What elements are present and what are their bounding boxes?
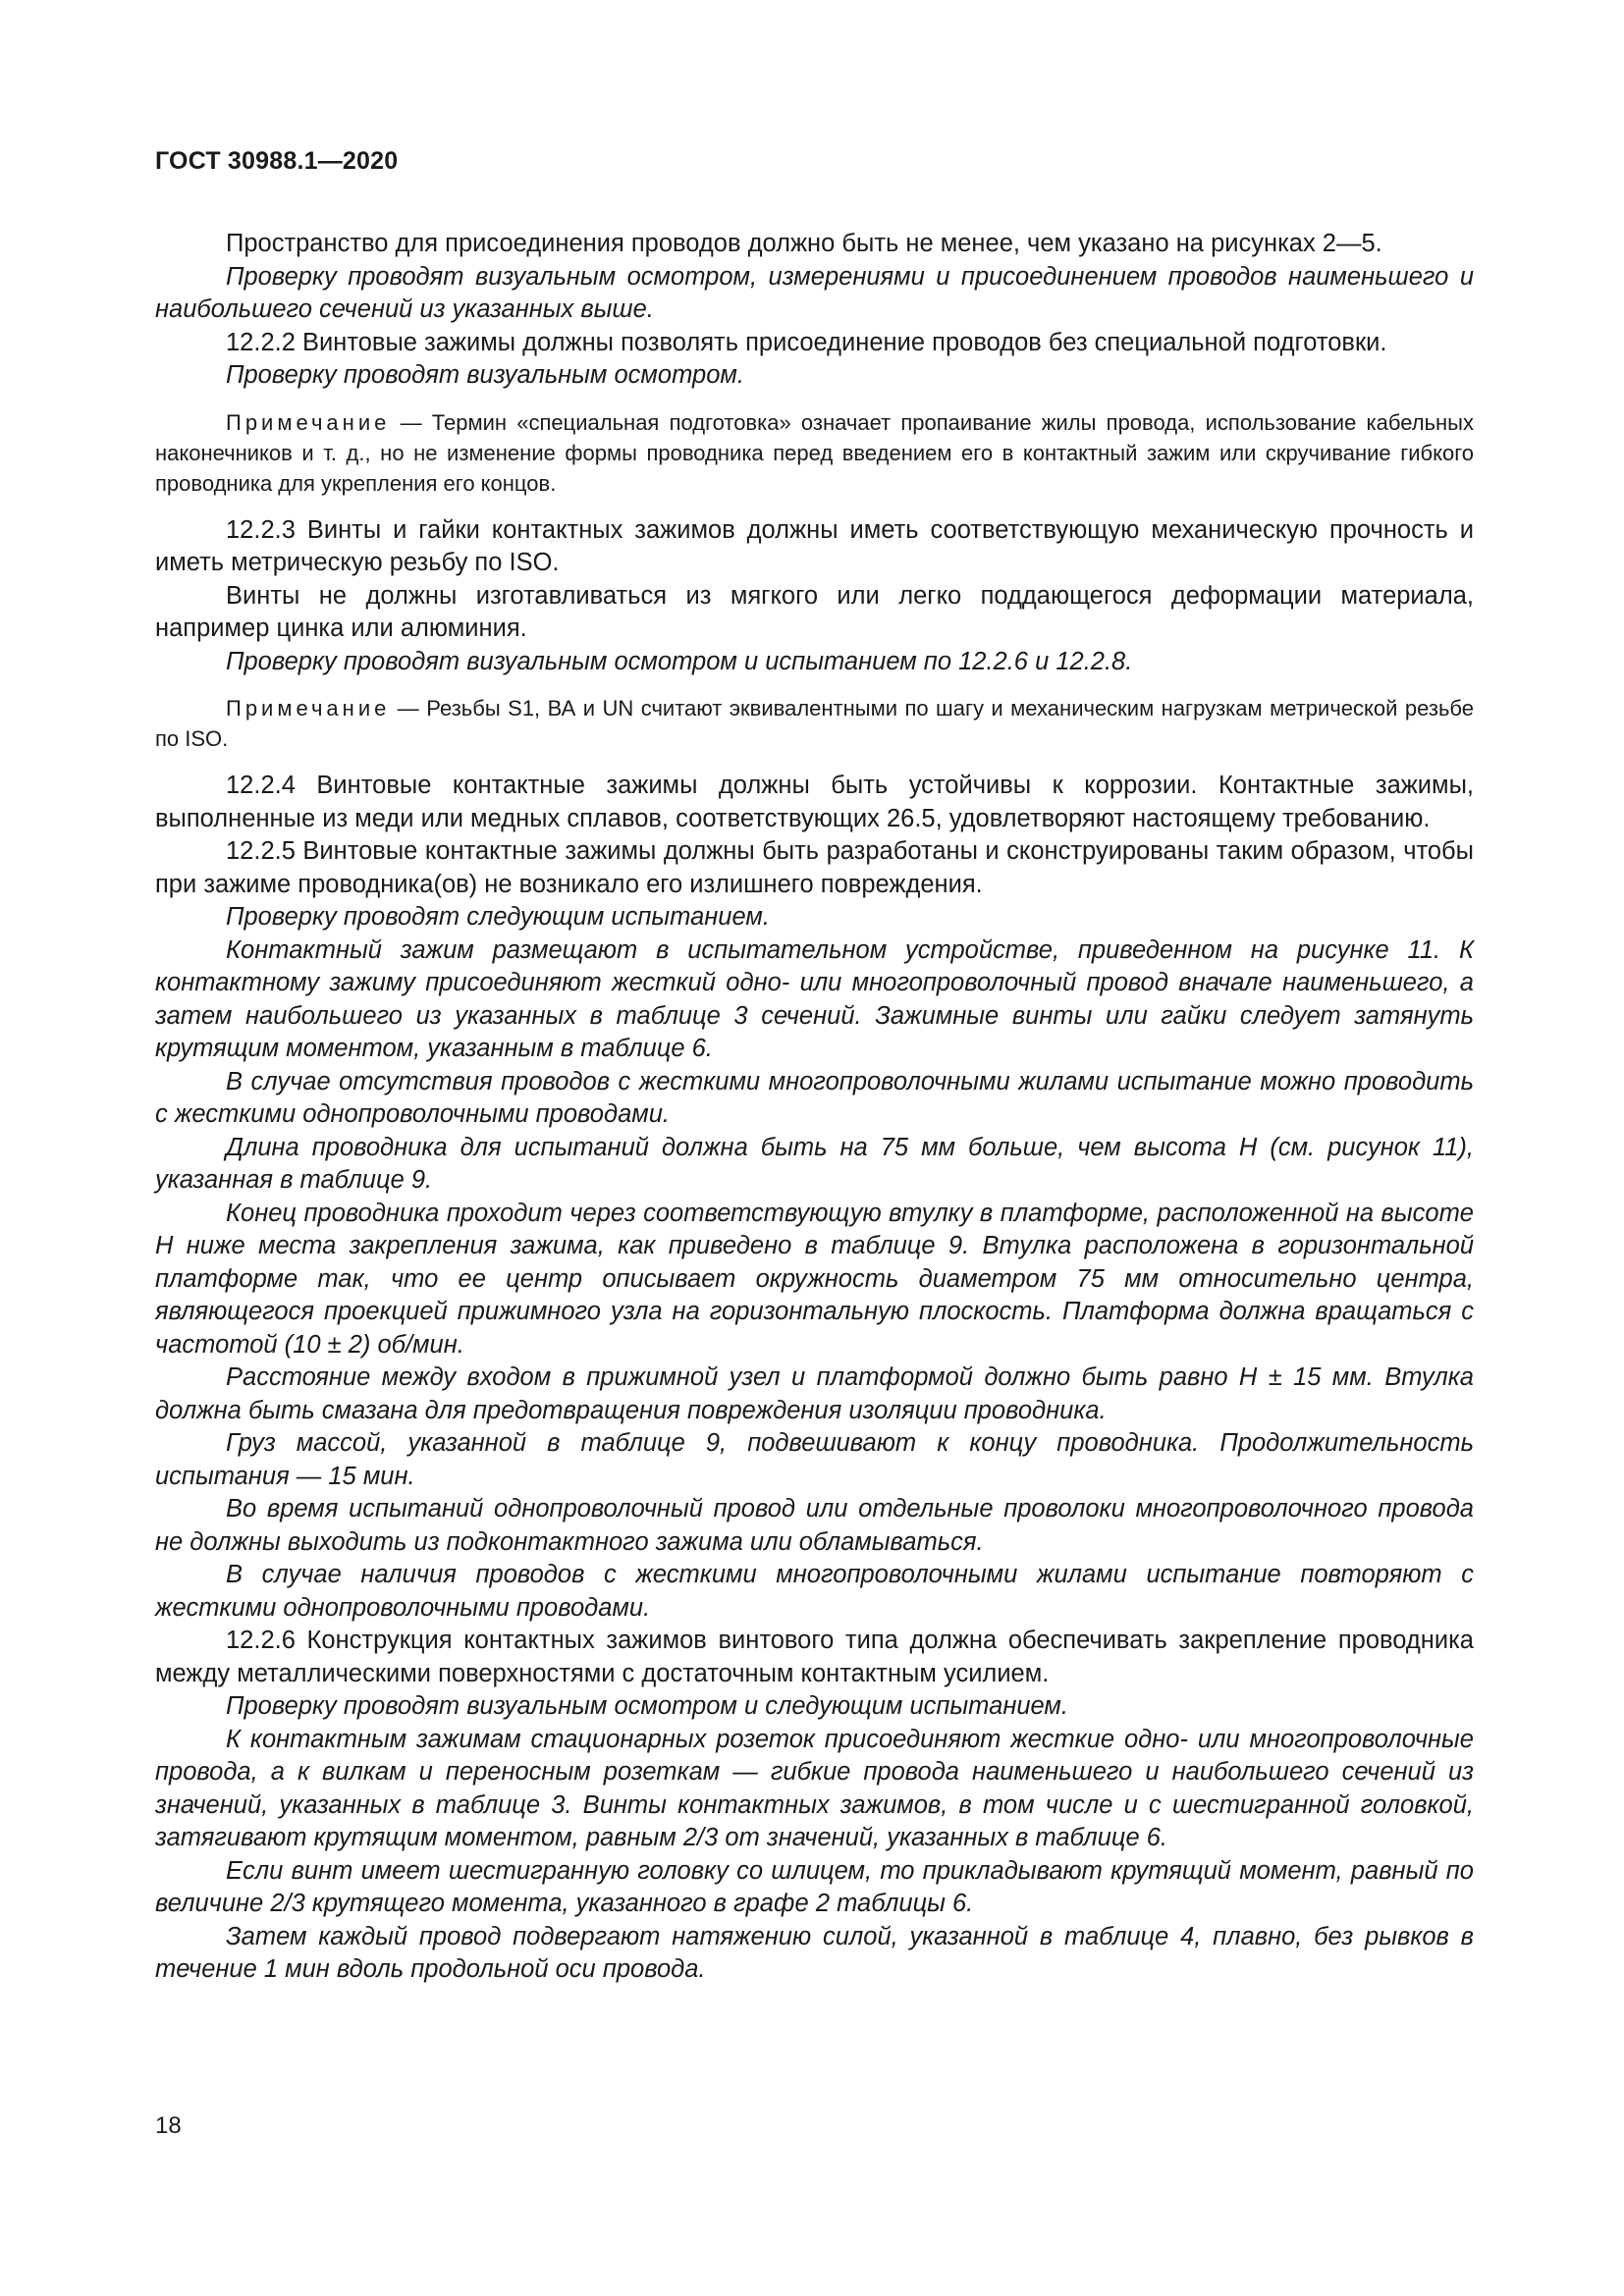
paragraph: Пространство для присоединения проводов должно быть не менее, чем указано на рисунках 2—5.: [226, 230, 1382, 257]
clause-12-2-2: 12.2.2 Винтовые зажимы должны позволять присоединение проводов без специальной подготовки.: [226, 328, 1387, 356]
paragraph-test-procedure: В случае отсутствия проводов с жесткими многопроволочными жилами испытание можно проводить с жесткими однопроволочными проводами.: [155, 1067, 1474, 1128]
clause-12-2-4: 12.2.4 Винтовые контактные зажимы должны быть устойчивы к коррозии. Контактные зажимы, выполненные из меди или медных сплавов, соответствующих 26.5, удовлетворяют настоящему требованию.: [155, 772, 1474, 832]
paragraph-verification: Проверку проводят визуальным осмотром.: [226, 361, 744, 389]
paragraph-test-procedure: Расстояние между входом в прижимной узел и платформой должно быть равно H ± 15 мм. Втулка должна быть смазана для предотвращения повреждения изоляции проводника.: [155, 1363, 1474, 1424]
clause-12-2-6: 12.2.6 Конструкция контактных зажимов винтового типа должна обеспечивать закрепление проводника между металлическими поверхностями с достаточным контактным усилием.: [155, 1627, 1474, 1687]
paragraph-test-procedure: Контактный зажим размещают в испытательном устройстве, приведенном на рисунке 11. К контактному зажиму присоединяют жесткий одно- или многопроволочный провод вначале наименьшего, а затем наибольшего из указанных в таблице 3 сечений. Зажимные винты или гайки следует затянуть крутящим моментом, указанным в таблице 6.: [155, 935, 1474, 1062]
note-label: Примечание: [226, 696, 391, 721]
clause-12-2-5: 12.2.5 Винтовые контактные зажимы должны быть разработаны и сконструированы таким образом, чтобы при зажиме проводника(ов) не возникало его излишнего повреждения.: [155, 837, 1474, 898]
paragraph-test-procedure: В случае наличия проводов с жесткими многопроволочными жилами испытание повторяют с жесткими однопроволочными проводами.: [155, 1561, 1474, 1622]
paragraph-verification: Проверку проводят визуальным осмотром и испытанием по 12.2.6 и 12.2.8.: [226, 647, 1133, 675]
document-header: ГОСТ 30988.1—2020: [155, 147, 399, 175]
paragraph-verification: Проверку проводят следующим испытанием.: [226, 903, 770, 931]
clause-12-2-3: 12.2.3 Винты и гайки контактных зажимов должны иметь соответствующую механическую прочность и иметь метрическую резьбу по ISO.: [155, 515, 1474, 576]
paragraph-test-procedure: Конец проводника проходит через соответствующую втулку в платформе, расположенной на высоте H ниже места закрепления зажима, как приведено в таблице 9. Втулка расположена в горизонтальной платформе так, что ее центр описывает окружность диаметром 75 мм относительно центра, являющегося проекцией прижимного узла на горизонтальную плоскость. Платформа должна вращаться с частотой (10 ± 2) об/мин.: [155, 1199, 1474, 1359]
note: [155, 407, 1474, 499]
page-body: [155, 228, 1474, 1987]
note-label: Примечание: [226, 409, 391, 435]
paragraph: Винты не должны изготавливаться из мягкого или легко поддающегося деформации материала, например цинка или алюминия.: [155, 581, 1474, 642]
note: [155, 693, 1474, 754]
note-text: — Резьбы S1, ВА и UN считают эквивалентными по шагу и механическим нагрузкам метрической резьбе по ISO.: [155, 696, 1474, 751]
paragraph-test-procedure: К контактным зажимам стационарных розеток присоединяют жесткие одно- или многопроволочные провода, а к вилкам и переносным розеткам — гибкие провода наименьшего и наибольшего сечений из значений, указанных в таблице 3. Винты контактных зажимов, в том числе и с шестигранной головкой, затягивают крутящим моментом, равным 2/3 от значений, указанных в таблице 6.: [155, 1725, 1474, 1851]
paragraph-test-procedure: Груз массой, указанной в таблице 9, подвешивают к концу проводника. Продолжительность испытания — 15 мин.: [155, 1429, 1474, 1490]
paragraph-verification: Проверку проводят визуальным осмотром и следующим испытанием.: [226, 1692, 1068, 1720]
paragraph-test-procedure: Длина проводника для испытаний должна быть на 75 мм больше, чем высота H (см. рисунок 11), указанная в таблице 9.: [155, 1133, 1474, 1194]
paragraph-test-procedure: Если винт имеет шестигранную головку со шлицем, то прикладывают крутящий момент, равный по величине 2/3 крутящего момента, указанного в графе 2 таблицы 6.: [155, 1856, 1474, 1917]
paragraph-test-procedure: Во время испытаний однопроволочный провод или отдельные проволоки многопроволочного провода не должны выходить из подконтактного зажима или обламываться.: [155, 1495, 1474, 1556]
paragraph-test-procedure: Затем каждый провод подвергают натяжению силой, указанной в таблице 4, плавно, без рывков в течение 1 мин вдоль продольной оси провода.: [155, 1922, 1474, 1983]
note-text: — Термин «специальная подготовка» означает пропаивание жилы провода, использование кабельных наконечников и т. д., но не изменение формы проводника перед введением его в контактный зажим или скручивание гибкого проводника для укрепления его концов.: [155, 409, 1474, 496]
page-number: 18: [155, 2112, 182, 2139]
paragraph-verification: Проверку проводят визуальным осмотром, измерениями и присоединением проводов наименьшего и наибольшего сечений из указанных выше.: [155, 262, 1474, 323]
